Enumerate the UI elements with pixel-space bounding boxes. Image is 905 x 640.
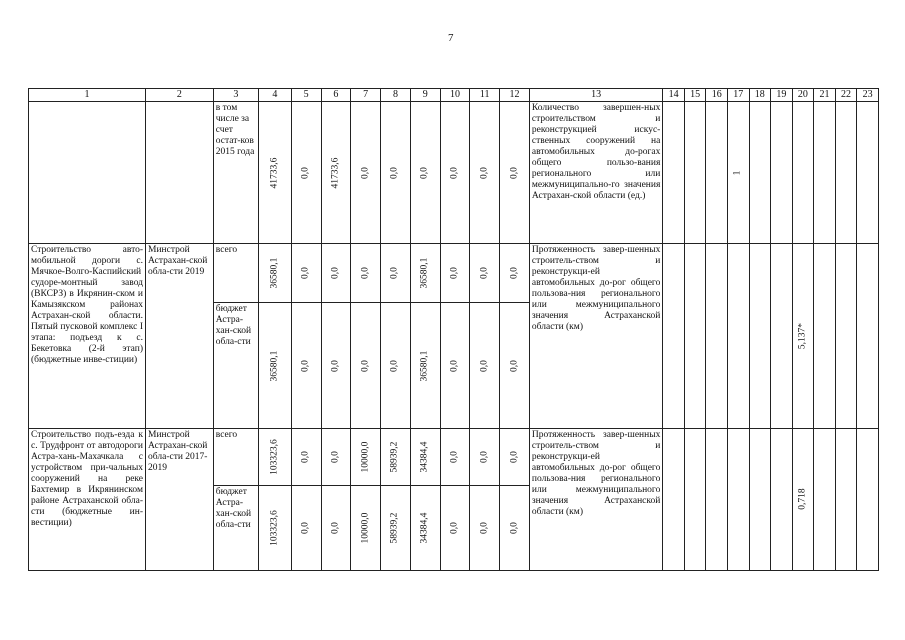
empty-target-cell xyxy=(684,102,706,244)
amount-cell xyxy=(410,303,440,429)
amount-cell-text: 0,0 xyxy=(300,359,311,372)
amount-cell xyxy=(351,429,381,486)
empty-target-cell xyxy=(706,102,728,244)
column-header: 10 xyxy=(440,89,470,102)
empty-target-cell xyxy=(857,429,879,571)
amount-cell-text: 41733,6 xyxy=(269,157,280,188)
amount-cell xyxy=(321,429,351,486)
empty-target-cell xyxy=(749,102,771,244)
executor-cell: Минстрой Астрахан-ской обла-сти 2017-2019 xyxy=(146,429,214,571)
column-header: 20 xyxy=(792,89,814,102)
empty-target-cell xyxy=(706,244,728,429)
amount-cell xyxy=(351,486,381,571)
amount-cell xyxy=(321,303,351,429)
column-header: 5 xyxy=(291,89,321,102)
amount-cell-text: 0,0 xyxy=(330,522,341,534)
empty-target-cell xyxy=(835,102,857,244)
column-header: 6 xyxy=(321,89,351,102)
empty-target-cell xyxy=(706,429,728,571)
amount-cell xyxy=(500,244,530,303)
amount-cell-text: 0,0 xyxy=(300,451,311,463)
empty-target-cell xyxy=(814,244,836,429)
empty-target-cell xyxy=(857,102,879,244)
target-col20-cell xyxy=(792,244,814,429)
column-header: 11 xyxy=(470,89,500,102)
indicator-cell: Количество завершен-ных строительством и реконструкцией искус-ственных сооружений на автомобильных до-рогах общего пользо-вания регионального или межмуниципально-го значения Астрахан-ской области (ед.) xyxy=(529,102,662,244)
amount-cell xyxy=(291,429,321,486)
amount-cell-text: 0,0 xyxy=(449,359,460,372)
amount-cell xyxy=(410,486,440,571)
object-name-cell: Строительство авто-мобильной дороги с. Мячкое-Волго-Каспийский судоре-монтный завод (ВКСРЗ) в Икрянин-ском и Камызякском районах Астрахан-ской области. Пятый пусковой комплекс I этапа: подъезд к с. Бекетовка (2-й этап) (бюджетные инве-стиции) xyxy=(29,244,146,429)
column-header: 2 xyxy=(146,89,214,102)
target-col20-cell xyxy=(792,429,814,571)
amount-cell xyxy=(410,244,440,303)
table-row xyxy=(29,102,879,244)
amount-cell-text: 36580,1 xyxy=(269,350,280,381)
amount-cell xyxy=(258,244,291,303)
column-header: 13 xyxy=(529,89,662,102)
amount-cell xyxy=(291,244,321,303)
amount-cell-text: 103323,6 xyxy=(269,439,280,475)
amount-cell xyxy=(258,102,291,244)
target-col20-cell-text: 0,718 xyxy=(797,488,808,510)
amount-cell-text: 10000,0 xyxy=(360,441,371,473)
funding-source-cell: бюджет Астра-хан-ской обла-сти xyxy=(213,303,258,429)
amount-cell xyxy=(470,486,500,571)
empty-target-cell xyxy=(684,244,706,429)
amount-cell xyxy=(470,102,500,244)
executor-cell xyxy=(146,102,214,244)
amount-cell xyxy=(440,429,470,486)
amount-cell xyxy=(470,244,500,303)
amount-cell-text: 0,0 xyxy=(479,522,490,534)
executor-cell: Минстрой Астрахан-ской обла-сти 2019 xyxy=(146,244,214,429)
amount-cell xyxy=(291,303,321,429)
funding-source-cell: в том числе за счет остат-ков 2015 года xyxy=(213,102,258,244)
funding-source-cell: бюджет Астра-хан-ской обла-сти xyxy=(213,486,258,571)
amount-cell-text: 36580,1 xyxy=(419,257,430,289)
object-name-cell xyxy=(29,102,146,244)
amount-cell-text: 0,0 xyxy=(389,267,400,279)
amount-cell xyxy=(440,303,470,429)
column-header: 1 xyxy=(29,89,146,102)
column-header: 14 xyxy=(663,89,685,102)
column-header: 16 xyxy=(706,89,728,102)
amount-cell-text: 0,0 xyxy=(360,359,371,372)
amount-cell-text: 0,0 xyxy=(300,267,311,279)
empty-target-cell xyxy=(814,102,836,244)
amount-cell xyxy=(381,486,411,571)
amount-cell xyxy=(258,303,291,429)
amount-cell xyxy=(440,102,470,244)
amount-cell xyxy=(258,429,291,486)
table-row xyxy=(29,429,879,486)
amount-cell xyxy=(470,303,500,429)
amount-cell xyxy=(470,429,500,486)
column-header: 17 xyxy=(727,89,749,102)
column-header: 21 xyxy=(814,89,836,102)
amount-cell xyxy=(500,486,530,571)
funding-source-cell: всего xyxy=(213,244,258,303)
amount-cell xyxy=(381,102,411,244)
amount-cell-text: 0,0 xyxy=(509,522,519,534)
amount-cell-text: 0,0 xyxy=(389,359,400,372)
amount-cell xyxy=(351,102,381,244)
empty-target-cell xyxy=(771,244,793,429)
amount-cell-text: 0,0 xyxy=(449,267,460,279)
target-col17-cell xyxy=(727,244,749,429)
amount-cell xyxy=(351,303,381,429)
amount-cell-text: 0,0 xyxy=(330,359,341,372)
amount-cell xyxy=(500,303,530,429)
amount-cell-text: 0,0 xyxy=(389,166,400,179)
empty-target-cell xyxy=(749,429,771,571)
amount-cell-text: 41733,6 xyxy=(330,157,341,188)
amount-cell xyxy=(440,244,470,303)
amount-cell-text: 0,0 xyxy=(509,451,519,463)
amount-cell-text: 0,0 xyxy=(419,166,430,179)
amount-cell xyxy=(381,429,411,486)
column-header: 18 xyxy=(749,89,771,102)
amount-cell xyxy=(321,486,351,571)
column-header: 12 xyxy=(500,89,530,102)
column-header: 19 xyxy=(771,89,793,102)
amount-cell xyxy=(321,244,351,303)
amount-cell-text: 0,0 xyxy=(509,359,519,372)
amount-cell xyxy=(410,102,440,244)
empty-target-cell xyxy=(771,429,793,571)
target-col20-cell xyxy=(792,102,814,244)
amount-cell xyxy=(291,102,321,244)
column-header: 9 xyxy=(410,89,440,102)
column-header: 23 xyxy=(857,89,879,102)
empty-target-cell xyxy=(835,429,857,571)
column-header: 4 xyxy=(258,89,291,102)
empty-target-cell xyxy=(771,102,793,244)
amount-cell-text: 0,0 xyxy=(479,267,490,279)
amount-cell-text: 58939,2 xyxy=(389,512,400,544)
program-table xyxy=(28,88,879,571)
indicator-cell: Протяженность завер-шенных строитель-ством и реконструкци-ей автомобильных до-рог общего пользова-ния регионального или межмуниципального значения Астраханской области (км) xyxy=(529,429,662,571)
column-header: 3 xyxy=(213,89,258,102)
target-col17-cell-text: 1 xyxy=(732,170,743,175)
amount-cell xyxy=(258,486,291,571)
target-col20-cell-text: 5,137* xyxy=(797,322,808,349)
empty-target-cell xyxy=(663,102,685,244)
amount-cell-text: 0,0 xyxy=(449,522,460,534)
header-row xyxy=(29,89,879,102)
amount-cell-text: 0,0 xyxy=(300,166,311,179)
amount-cell-text: 103323,6 xyxy=(269,510,280,546)
amount-cell xyxy=(381,303,411,429)
amount-cell-text: 0,0 xyxy=(360,267,371,279)
amount-cell-text: 0,0 xyxy=(300,522,311,534)
amount-cell-text: 34384,4 xyxy=(419,441,430,473)
empty-target-cell xyxy=(684,429,706,571)
amount-cell-text: 0,0 xyxy=(360,166,371,179)
empty-target-cell xyxy=(857,244,879,429)
amount-cell xyxy=(410,429,440,486)
table-row xyxy=(29,244,879,303)
empty-target-cell xyxy=(749,244,771,429)
empty-target-cell xyxy=(835,244,857,429)
amount-cell-text: 0,0 xyxy=(449,166,460,179)
amount-cell xyxy=(321,102,351,244)
target-col17-cell xyxy=(727,429,749,571)
amount-cell xyxy=(351,244,381,303)
amount-cell xyxy=(381,244,411,303)
amount-cell-text: 0,0 xyxy=(330,267,341,279)
amount-cell-text: 36580,1 xyxy=(419,350,430,381)
column-header: 22 xyxy=(835,89,857,102)
column-header: 8 xyxy=(381,89,411,102)
funding-source-cell: всего xyxy=(213,429,258,486)
amount-cell-text: 0,0 xyxy=(479,166,490,179)
amount-cell xyxy=(500,429,530,486)
amount-cell-text: 0,0 xyxy=(509,166,519,179)
empty-target-cell xyxy=(814,429,836,571)
amount-cell-text: 0,0 xyxy=(479,451,490,463)
column-header: 7 xyxy=(351,89,381,102)
amount-cell xyxy=(291,486,321,571)
amount-cell-text: 0,0 xyxy=(479,359,490,372)
amount-cell-text: 10000,0 xyxy=(360,512,371,544)
empty-target-cell xyxy=(663,244,685,429)
amount-cell-text: 58939,2 xyxy=(389,441,400,473)
page-number: 7 xyxy=(448,32,454,44)
amount-cell-text: 0,0 xyxy=(330,451,341,463)
empty-target-cell xyxy=(663,429,685,571)
amount-cell xyxy=(440,486,470,571)
column-header: 15 xyxy=(684,89,706,102)
amount-cell-text: 0,0 xyxy=(449,451,460,463)
target-col17-cell xyxy=(727,102,749,244)
object-name-cell: Строительство подъ-езда к с. Трудфронт от автодороги Астра-хань-Махачкала с устройством при-чальных сооружений на реке Бахтемир в Икрянинском районе Астраханской обла-сти (бюджетные ин-вестиции) xyxy=(29,429,146,571)
amount-cell-text: 36580,1 xyxy=(269,257,280,289)
amount-cell-text: 34384,4 xyxy=(419,512,430,544)
indicator-cell: Протяженность завер-шенных строитель-ством и реконструкци-ей автомобильных до-рог общего пользова-ния регионального или межмуниципального значения Астраханской области (км) xyxy=(529,244,662,429)
amount-cell-text: 0,0 xyxy=(509,267,519,279)
amount-cell xyxy=(500,102,530,244)
